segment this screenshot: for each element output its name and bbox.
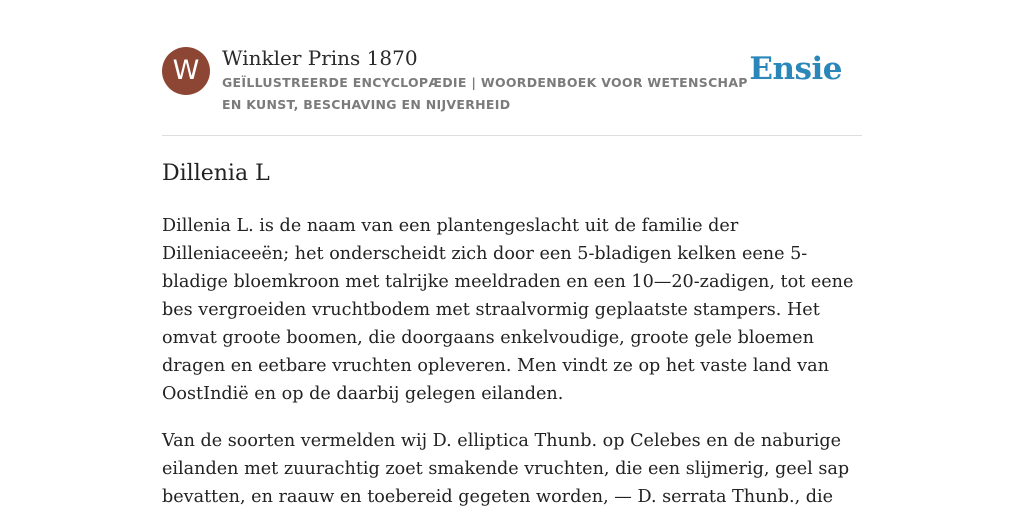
- publication-subtitle: GEÏLLUSTREERDE ENCYCLOPÆDIE | WOORDENBOEK VOOR WETENSCHAP EN KUNST, BESCHAVING EN NIJVERHEID: [222, 75, 748, 112]
- article-title: Dillenia L: [162, 161, 270, 186]
- publication-title[interactable]: Winkler Prins 1870: [222, 46, 418, 70]
- header: [162, 44, 862, 136]
- site-logo[interactable]: Ensie: [749, 51, 842, 87]
- article-paragraph: Dillenia L. is de naam van een plantengeslacht uit de familie der Dilleniaceeën; het onderscheidt zich door een 5-bladigen kelken eene 5-bladige bloemkroon met talrijke meeldraden en een 10—20-zadigen, tot eene bes vergroeiden vruchtbodem met straalvormig geplaatste stampers. Het omvat groote boomen, die doorgaans enkelvoudige, groote gele bloemen dragen en eetbare vruchten opleveren. Men vindt ze op het vaste land van OostIndië en op de daarbij gelegen eilanden.: [162, 216, 854, 404]
- article-paragraph: Van de soorten vermelden wij D. elliptica Thunb. op Celebes en de naburige eilanden met zuurachtig zoet smakende vruchten, die een slijmerig, geel sap bevatten, en raauw en toebereid gegeten worden, — D. serrata Thunb., die: [162, 431, 850, 507]
- header-divider: [162, 135, 862, 136]
- article-body: [162, 212, 862, 512]
- avatar[interactable]: W: [162, 47, 210, 95]
